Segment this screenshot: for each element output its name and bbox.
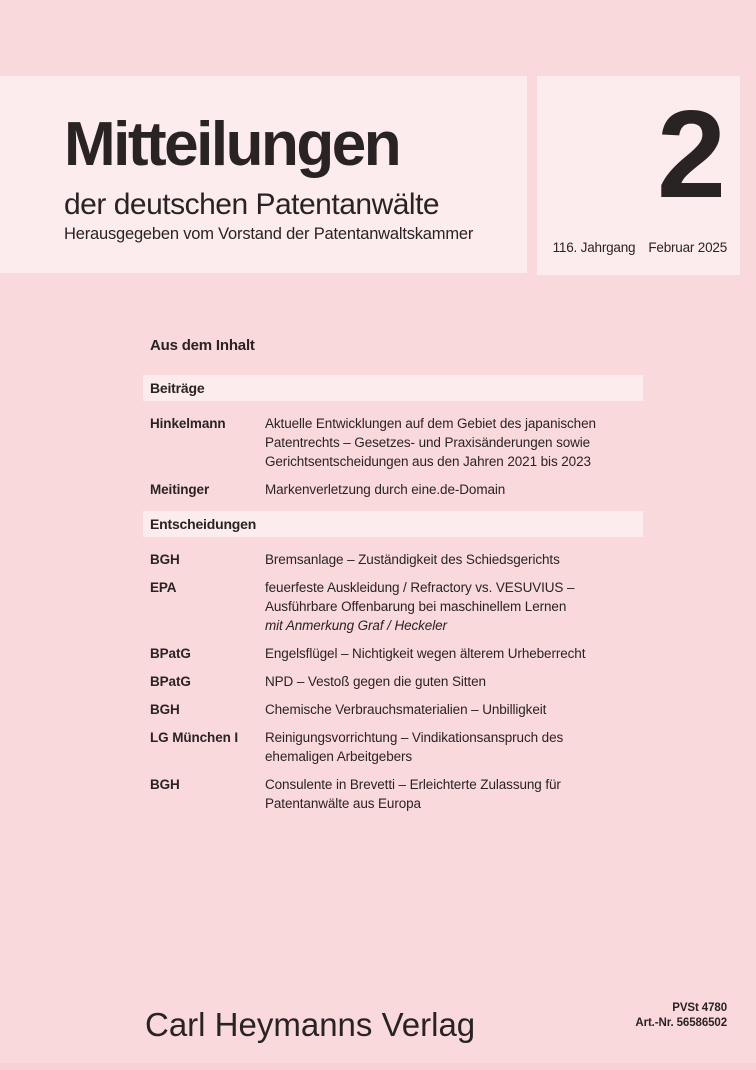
issue-volume: 116. Jahrgang: [552, 240, 636, 255]
toc-section: [143, 375, 643, 499]
toc-entry: [150, 644, 643, 663]
toc-entry: [150, 672, 643, 691]
entry-title-text: Aktuelle Entwicklungen auf dem Gebiet des japanischen Patentrechts – Gesetzes- und Praxisänderungen sowie Gerichtsentscheidungen aus den Jahren 2021 bis 2023: [265, 416, 596, 469]
entry-court-label: BGH: [150, 702, 180, 717]
journal-title: Mitteilungen: [64, 110, 400, 179]
entry-title-text: Bremsanlage – Zuständigkeit des Schiedsgerichts: [265, 552, 560, 567]
section-title-band: Entscheidungen: [143, 511, 643, 537]
entry-annotation: mit Anmerkung Graf / Heckeler: [265, 618, 447, 633]
section-entries: [143, 414, 643, 499]
entry-court-label: BPatG: [150, 646, 191, 661]
entry-title-text: Engelsflügel – Nichtigkeit wegen älterem Urheberrecht: [265, 646, 586, 661]
issue-date: Februar 2025: [648, 240, 727, 255]
toc-sections: [143, 375, 643, 813]
journal-subtitle: der deutschen Patentanwälte: [64, 188, 440, 221]
postal-code: PVSt 4780: [672, 1002, 727, 1014]
entry-title-text: Consulente in Brevetti – Erleichterte Zulassung für Patentanwälte aus Europa: [265, 777, 561, 811]
toc-section: [143, 511, 643, 813]
page-bottom-edge: [0, 1063, 756, 1070]
entry-title-text: Reinigungsvorrichtung – Vindikationsanspruch des ehemaligen Arbeitgebers: [265, 730, 564, 764]
toc-entry: [150, 550, 643, 569]
masthead-panel: [0, 76, 527, 273]
toc-heading: Aus dem Inhalt: [150, 337, 255, 354]
entry-court-label: LG München I: [150, 730, 239, 745]
toc-entry: [150, 728, 643, 766]
article-number: Art.-Nr. 56586502: [635, 1017, 727, 1029]
toc-entry: [150, 480, 643, 499]
journal-publisher-line: Herausgegeben vom Vorstand der Patentanwaltskammer: [64, 225, 474, 243]
toc-entry: [150, 775, 643, 813]
entry-court-label: Hinkelmann: [150, 416, 226, 431]
toc-entry: [150, 700, 643, 719]
entry-court-label: BPatG: [150, 674, 191, 689]
issue-number: 2: [657, 86, 726, 224]
entry-title-text: Chemische Verbrauchsmaterialien – Unbilligkeit: [265, 702, 547, 717]
entry-court-label: BGH: [150, 777, 180, 792]
entry-court-label: Meitinger: [150, 482, 210, 497]
section-entries: [143, 550, 643, 813]
issue-meta: [553, 240, 727, 255]
section-title-band: Beiträge: [143, 375, 643, 401]
entry-court-label: BGH: [150, 552, 180, 567]
issue-panel: [537, 76, 740, 275]
entry-title-text: Markenverletzung durch eine.de-Domain: [265, 482, 506, 497]
footer-codes: [635, 1001, 727, 1031]
entry-title-text: NPD – Vestoß gegen die guten Sitten: [265, 674, 486, 689]
publisher-name: Carl Heymanns Verlag: [145, 1006, 476, 1043]
toc-entry: [150, 414, 643, 471]
table-of-contents: [143, 336, 643, 822]
entry-title-text: feuerfeste Auskleidung / Refractory vs. VESUVIUS – Ausführbare Offenbarung bei maschinellem Lernen mit Anmerkung Graf / Heckeler: [265, 578, 615, 635]
entry-court-label: EPA: [150, 580, 177, 595]
toc-entry: [150, 578, 643, 635]
